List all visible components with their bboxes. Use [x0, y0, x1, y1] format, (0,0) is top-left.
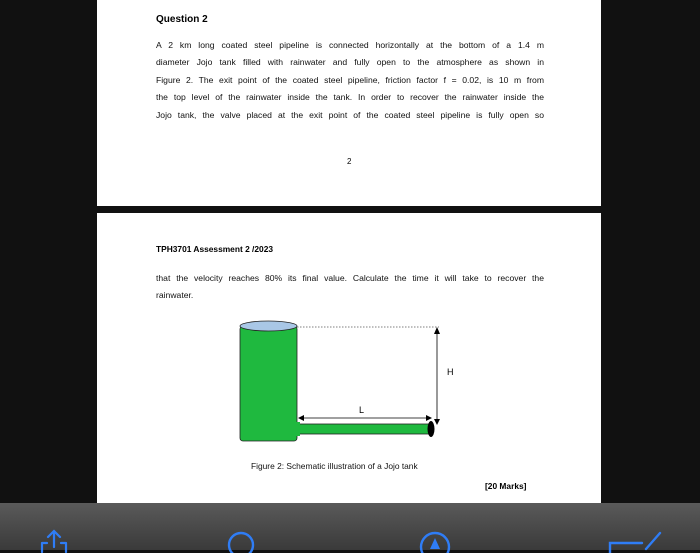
jojo-tank-figure [97, 213, 601, 503]
figure-caption: Figure 2: Schematic illustration of a Jojo tank [251, 461, 418, 471]
document-page-2 [97, 213, 601, 503]
page-number: 2 [347, 157, 352, 166]
label-h: H [447, 367, 454, 377]
question-title: Question 2 [156, 14, 208, 25]
bottom-toolbar [0, 503, 700, 550]
document-page-1 [97, 0, 601, 206]
paragraph-line: A 2 km long coated steel pipeline is connected horizontally at the bottom of a 1.4 m [156, 40, 544, 50]
water-surface [240, 321, 297, 331]
share-icon[interactable] [36, 529, 72, 553]
exit-valve [428, 421, 435, 437]
question-paragraph [156, 37, 544, 124]
pipeline [297, 424, 430, 434]
paragraph-line: rainwater. [156, 290, 194, 301]
paragraph-line: Figure 2. The exit point of the coated steel pipeline, friction factor f = 0.02, is 10 m from [156, 74, 544, 85]
marks-label: [20 Marks] [485, 481, 527, 491]
paragraph-line: diameter Jojo tank filled with rainwater and fully open to the atmosphere as shown in [156, 57, 544, 68]
assessment-header: TPH3701 Assessment 2 /2023 [156, 244, 274, 254]
paragraph-line: that the velocity reaches 80% its final value. Calculate the time it will take to recover the [156, 273, 544, 283]
paragraph-line: the top level of the rainwater inside the tank. In order to recover the rainwater inside the [156, 92, 544, 103]
pipe-joint [294, 422, 300, 436]
label-l: L [359, 405, 365, 415]
tank-body [240, 326, 297, 441]
paragraph-line: Jojo tank, the valve placed at the exit point of the coated steel pipeline is fully open so [156, 109, 544, 120]
